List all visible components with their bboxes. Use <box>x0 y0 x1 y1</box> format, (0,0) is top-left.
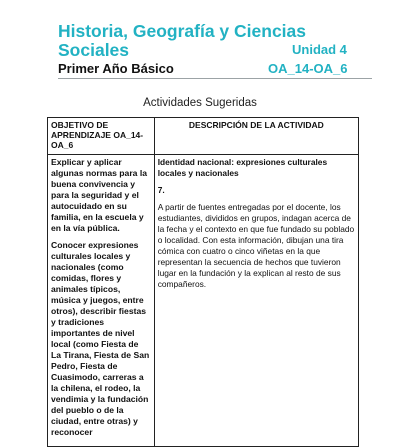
description-column-header: DESCRIPCIÓN DE LA ACTIVIDAD <box>154 118 358 155</box>
activity-text: A partir de fuentes entregadas por el docente, los estudiantes, divididos en grupos, indagan acerca de la fecha y el contexto en que fue fundado su poblado o localidad. Con esta información, dibujan una tira cómica con cuatro o cinco viñetas en la que representan la secuencia de hechos que tuvieron lugar en la fundación y la explican al resto de sus compañeros. <box>157 202 355 289</box>
unit-label: Unidad 4 <box>292 42 347 57</box>
description-cell <box>154 155 358 447</box>
objective-paragraph: Conocer expresiones culturales locales y nacionales (como comidas, flores y animales típicos, música y juegos, entre otros), describir fiestas y tradiciones importantes de nivel local (como Fiesta de La Tirana, Fiesta de San Pedro, Fiesta de Cuasimodo, carreras a la chilena, el rodeo, la vendimia y la fundación del pueblo o de la ciudad, entre otras) y reconocer <box>51 240 150 437</box>
header-divider <box>58 78 372 79</box>
activity-number: 7. <box>157 185 165 195</box>
oa-code-label: OA_14-OA_6 <box>268 61 348 76</box>
table-row <box>48 155 359 447</box>
section-title: Actividades Sugeridas <box>143 97 257 109</box>
activity-heading: Identidad nacional: expresiones culturales locales y nacionales <box>157 157 328 178</box>
table-header-row <box>48 118 359 155</box>
objective-cell <box>48 155 155 447</box>
objective-column-header: OBJETIVO DE APRENDIZAJE OA_14-OA_6 <box>48 118 155 155</box>
grade-label: Primer Año Básico <box>58 61 174 76</box>
activities-table <box>47 117 359 447</box>
subject-title: Historia, Geografía y Ciencias Sociales <box>58 21 307 60</box>
objective-paragraph: Explicar y aplicar algunas normas para la buena convivencia y para la seguridad y el autocuidado en su familia, en la escuela y en la vía pública. <box>51 157 147 233</box>
